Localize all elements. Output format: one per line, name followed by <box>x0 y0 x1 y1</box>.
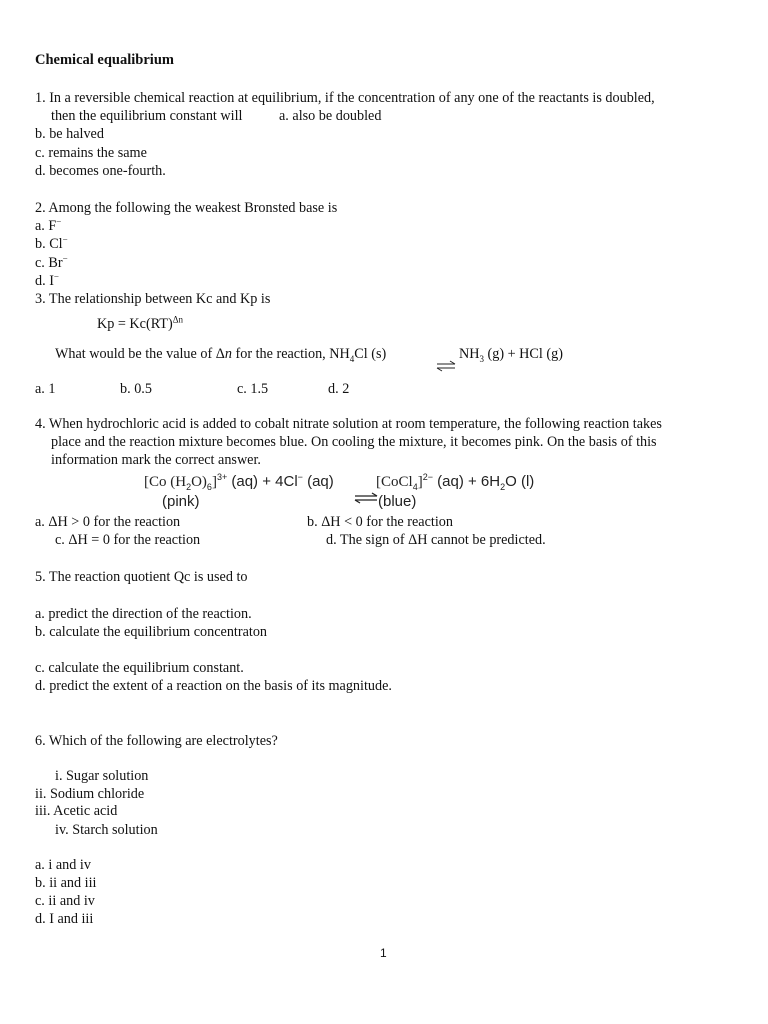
q3-stem: 3. The relationship between Kc and Kp is <box>35 291 271 307</box>
q4-stem-line3: information mark the correct answer. <box>51 452 261 468</box>
q6-item-iii: iii. Acetic acid <box>35 803 118 819</box>
q4-option-c: c. ΔH = 0 for the reaction <box>55 532 201 548</box>
q4-option-b: b. ΔH < 0 for the reaction <box>307 514 453 530</box>
q4-option-a: a. ΔH > 0 for the reaction <box>35 514 181 530</box>
q2-option-d: d. I− <box>35 271 59 289</box>
q6-option-b: b. ii and iii <box>35 875 97 891</box>
q6-item-ii: ii. Sodium chloride <box>35 786 145 802</box>
q4-stem-line2: place and the reaction mixture becomes blue. On cooling the mixture, it becomes pink. On the basis of this <box>51 434 657 450</box>
q6-option-c: c. ii and iv <box>35 893 95 909</box>
q1-stem-line2: then the equilibrium constant will <box>51 108 243 124</box>
q5-option-a: a. predict the direction of the reaction. <box>35 606 252 622</box>
q3-option-a: a. 1 <box>35 381 56 397</box>
q2-option-c: c. Br− <box>35 253 68 271</box>
q1-option-d: d. becomes one-fourth. <box>35 163 166 179</box>
q5-stem: 5. The reaction quotient Qc is used to <box>35 569 248 585</box>
q2-stem: 2. Among the following the weakest Bronsted base is <box>35 200 338 216</box>
q5-option-c: c. calculate the equilibrium constant. <box>35 660 244 676</box>
q6-item-iv: iv. Starch solution <box>55 822 158 838</box>
q6-stem: 6. Which of the following are electrolytes? <box>35 733 278 749</box>
q5-option-b: b. calculate the equilibrium concentraton <box>35 624 268 640</box>
q6-option-a: a. i and iv <box>35 857 91 873</box>
q3-formula: Kp = Kc(RT)$^{\Delta n}$ <box>97 314 183 332</box>
q3-question: What would be the value of Δn for the reaction, $NH_4Cl$ (s) <box>55 346 387 364</box>
document-title: Chemical equalibrium <box>35 52 174 68</box>
q4-blue-label: (blue) <box>378 493 417 510</box>
q3-option-b: b. 0.5 <box>120 381 152 397</box>
equilibrium-arrows-icon <box>428 343 457 377</box>
equilibrium-arrows-icon-2 <box>346 475 379 509</box>
q6-item-i: i. Sugar solution <box>55 768 149 784</box>
q3-option-d: d. 2 <box>328 381 350 397</box>
q4-option-d: d. The sign of ΔH cannot be predicted. <box>326 532 546 548</box>
q4-pink-label: (pink) <box>162 493 200 510</box>
q4-stem-line1: 4. When hydrochloric acid is added to cobalt nitrate solution at room temperature, the following reaction takes <box>35 416 662 432</box>
q1-option-b: b. be halved <box>35 126 104 142</box>
q3-products: $NH_3$ (g) + HCl (g) <box>459 346 563 364</box>
q2-option-b: b. Cl− <box>35 234 68 252</box>
q1-option-c: c. remains the same <box>35 145 147 161</box>
q3-option-c: c. 1.5 <box>237 381 269 397</box>
q4-reaction-equation: [Co $(H_2O)_6]^{3+}$ (aq) + 4Cl− (aq) <box>144 472 334 492</box>
page-number: 1 <box>380 946 387 960</box>
q2-option-a: a. F− <box>35 216 62 234</box>
q6-option-d: d. I and iii <box>35 911 94 927</box>
q1-stem-line1: 1. In a reversible chemical reaction at equilibrium, if the concentration of any one of the reactants is doubled, <box>35 90 655 106</box>
q4-reaction-products: [CoCl$_4$]$^{2-}$ $(aq) + 6H_2O$ (l) <box>376 472 535 492</box>
q1-option-a: a. also be doubled <box>279 108 382 124</box>
q5-option-d: d. predict the extent of a reaction on the basis of its magnitude. <box>35 678 392 694</box>
